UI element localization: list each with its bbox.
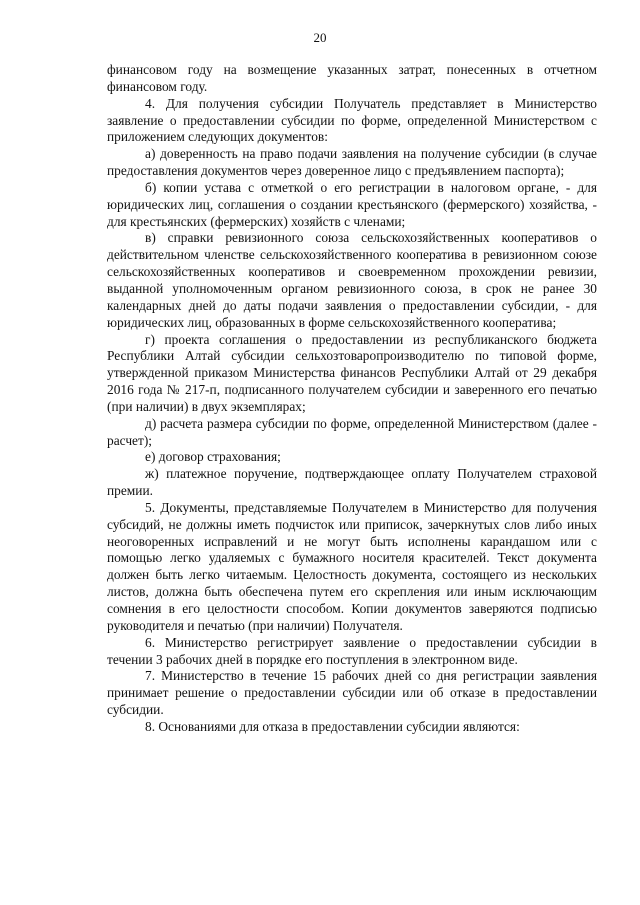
paragraph-continuation: финансовом году на возмещение указанных затрат, понесенных в отчетном финансовом году. (107, 62, 597, 94)
paragraph-item-5: 5. Документы, представляемые Получателем в Министерство для получения субсидий, не должны иметь подчисток или приписок, зачеркнутых слов либо иных неоговоренных исправлений и не могут быть исполнены карандашом или с помощью легко удаляемых с бумажного носителя красителей. Текст документа должен быть легко читаемым. Целостность документа, состоящего из нескольких листов, должна быть обеспечена путем его скрепления или иным исключающим сомнения в его целостности способом. Копии документов заверяются подписью руководителя и печатью (при наличии) Получателя. (107, 499, 597, 633)
paragraph-subitem-e: е) договор страхования; (145, 449, 281, 465)
paragraph-item-7: 7. Министерство в течение 15 рабочих дней со дня регистрации заявления принимает решение о предоставлении субсидии или об отказе в предоставлении субсидии. (107, 668, 597, 718)
paragraph-subitem-d: д) расчета размера субсидии по форме, определенной Министерством (далее - расчет); (107, 415, 597, 448)
page-number: 20 (313, 30, 327, 45)
paragraph-subitem-v: в) справки ревизионного союза сельскохозяйственных кооперативов о действительном членстве сельскохозяйственного кооператива в ревизионном союзе сельскохозяйственных кооперативов и своевременном прохождении ревизии, выданной уполномоченным органом ревизионного союза, в срок не ранее 30 календарных дней до даты подачи заявления о предоставлении субсидии, - для юридических лиц, образованных в форме сельскохозяйственного кооператива; (107, 230, 597, 330)
paragraph-item-4: 4. Для получения субсидии Получатель представляет в Министерство заявление о предоставлении субсидии по форме, определенной Министерством с приложением следующих документов: (107, 95, 597, 145)
paragraph-subitem-g: г) проекта соглашения о предоставлении из республиканского бюджета Республики Алтай субсидии сельхозтоваропроизводителю по типовой форме, утвержденной приказом Министерства финансов Республики Алтай от 29 декабря 2016 года № 217-п, подписанного получателем субсидии и заверенного его печатью (при наличии) в двух экземплярах; (107, 331, 597, 414)
paragraph-item-6: 6. Министерство регистрирует заявление о предоставлении субсидии в течении 3 рабочих дней в порядке его поступления в электронном виде. (107, 634, 597, 667)
paragraph-subitem-zh: ж) платежное поручение, подтверждающее оплату Получателем страховой премии. (107, 466, 597, 499)
paragraph-subitem-a: а) доверенность на право подачи заявления на получение субсидии (в случае предоставления документов через доверенное лицо с предъявлением паспорта); (107, 146, 597, 179)
document-body (107, 62, 597, 736)
paragraph-subitem-b: б) копии устава с отметкой о его регистрации в налоговом органе, - для юридических лиц, соглашения о создании крестьянского (фермерского) хозяйства, - для крестьянских (фермерских) хозяйств с членами; (107, 179, 597, 229)
paragraph-item-8: 8. Основаниями для отказа в предоставлении субсидии являются: (145, 718, 520, 734)
